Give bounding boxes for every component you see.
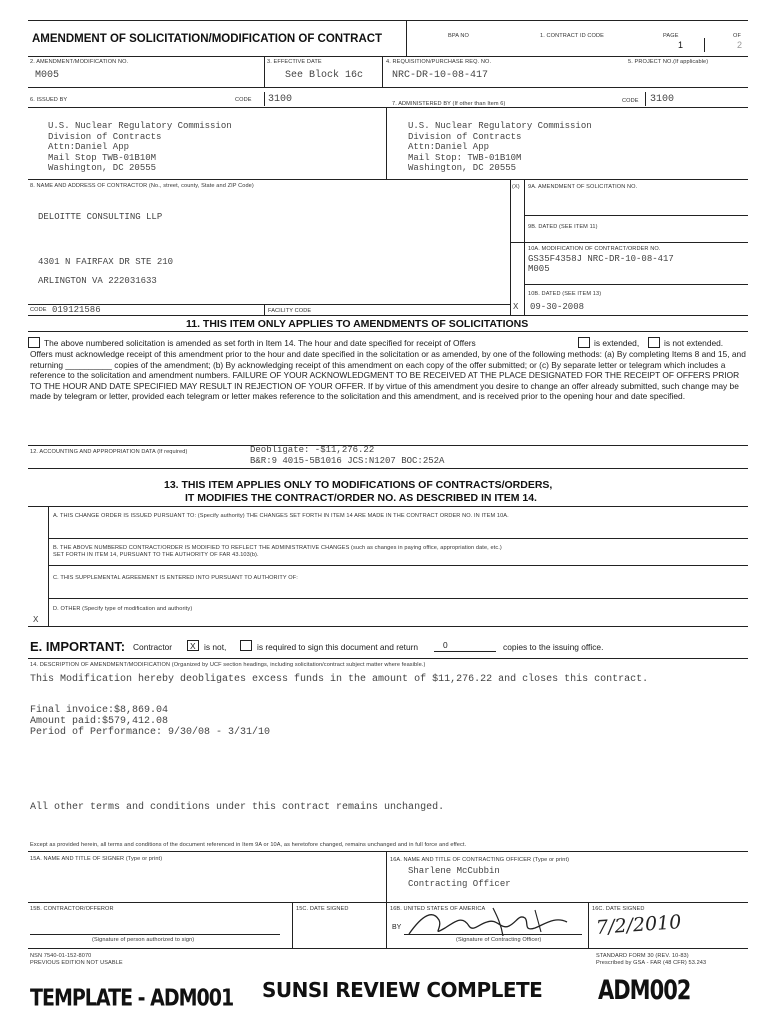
rule: [28, 445, 748, 446]
project-label: 5. PROJECT NO.(If applicable): [628, 59, 709, 65]
item13-d-x: X: [33, 615, 39, 625]
officer-signature: [405, 906, 585, 940]
form-title: AMENDMENT OF SOLICITATION/MODIFICATION OF CONTRACT: [32, 33, 383, 45]
address-line: U.S. Nuclear Regulatory Commission: [48, 121, 232, 131]
except-note: Except as provided herein, all terms and conditions of the document referenced in Item 9A or 10A, as heretofore changed, remains unchanged and in full force and effect.: [30, 842, 467, 848]
address-line: Attn:Daniel App: [408, 142, 490, 153]
issued-by-label: 6. ISSUED BY: [30, 97, 68, 103]
rule: [510, 242, 748, 243]
eff-date-label: 3. EFFECTIVE DATE: [267, 59, 322, 65]
contractor-addr2: ARLINGTON VA 222031633: [38, 276, 157, 286]
issued-code-value: 3100: [268, 94, 293, 105]
divider: [704, 38, 705, 52]
x-col-label: (X): [512, 184, 520, 190]
item13-b2: SET FORTH IN ITEM 14, PURSUANT TO THE AUTHORITY OF FAR 43.103(b).: [53, 552, 259, 558]
item10a-value: GS35F4358J NRC-DR-10-08-417: [528, 254, 674, 264]
item14-line1: This Modification hereby deobligates excess funds in the amount of $11,276.22 and closes this contract.: [30, 674, 649, 685]
adm-stamp: ADM002: [598, 975, 691, 1005]
divider: [510, 179, 511, 315]
admin-address: [408, 121, 592, 174]
issued-code-label: CODE: [235, 97, 252, 103]
officer-title: Contracting Officer: [408, 879, 511, 889]
req-no-label: 4. REQUISITION/PURCHASE REQ. NO.: [386, 59, 492, 65]
label-15c: 15C. DATE SIGNED: [296, 906, 349, 912]
item10a-label: 10A. MODIFICATION OF CONTRACT/ORDER NO.: [528, 246, 661, 252]
divider: [264, 92, 265, 106]
copies-tail: copies to the issuing office.: [503, 642, 604, 652]
address-line: Division of Contracts: [48, 131, 162, 142]
item14-line2: Final invoice:$8,869.04: [30, 705, 169, 716]
not-extended-checkbox[interactable]: [648, 337, 660, 348]
rule: [48, 598, 748, 599]
rule: [28, 331, 748, 332]
admin-code-label: CODE: [622, 98, 639, 104]
template-stamp: TEMPLATE - ADM001: [30, 985, 234, 1012]
pages-value: 2: [737, 40, 743, 50]
facility-label: FACILITY CODE: [268, 308, 312, 314]
req-no-value: NRC-DR-10-08-417: [392, 70, 489, 81]
page-value: 1: [678, 40, 684, 50]
item12-label: 12. ACCOUNTING AND APPROPRIATION DATA (If required): [30, 449, 188, 455]
item13-a: A. THIS CHANGE ORDER IS ISSUED PURSUANT TO: (Specify authority) THE CHANGES SET FORTH IN ITEM 14 ARE MADE IN THE CONTRACT ORDER NO. IN ITEM 10A.: [53, 513, 509, 519]
copies-blank: [434, 651, 496, 652]
nsn: NSN 7540-01-152-8070: [30, 953, 92, 959]
rule: [48, 565, 748, 566]
item14-label: 14. DESCRIPTION OF AMENDMENT/MODIFICATION (Organized by UCF section headings, including solicitation/contract subject matter where feasible.): [30, 662, 426, 668]
prev-edition: PREVIOUS EDITION NOT USABLE: [30, 960, 123, 966]
rule: [28, 468, 748, 469]
address-line: Washington, DC 20555: [408, 163, 517, 174]
divider: [588, 902, 589, 948]
important-label: E. IMPORTANT:: [30, 639, 126, 654]
amend-no-value: M005: [35, 70, 60, 81]
address-line: Washington, DC 20555: [48, 163, 157, 174]
address-line: Division of Contracts: [408, 131, 522, 142]
item13-title2: IT MODIFIES THE CONTRACT/ORDER NO. AS DESCRIBED IN ITEM 14.: [185, 492, 537, 504]
divider: [292, 902, 293, 948]
label-16a: 16A. NAME AND TITLE OF CONTRACTING OFFICER (Type or print): [390, 857, 570, 863]
is-not-extended: is not extended.: [664, 338, 724, 348]
address-line: U.S. Nuclear Regulatory Commission: [408, 121, 592, 131]
rule: [28, 107, 748, 108]
divider: [264, 56, 265, 87]
item13-c: C. THIS SUPPLEMENTAL AGREEMENT IS ENTERED INTO PURSUANT TO AUTHORITY OF:: [53, 575, 298, 581]
divider: [524, 179, 525, 315]
is-required-checkbox[interactable]: [240, 640, 252, 651]
by-label: BY: [392, 924, 402, 931]
signature-line-contractor: [30, 934, 280, 935]
item9b-label: 9B. DATED (SEE ITEM 11): [528, 224, 598, 230]
extended-checkbox[interactable]: [578, 337, 590, 348]
rule: [28, 87, 748, 88]
divider: [264, 304, 265, 315]
rule: [48, 538, 748, 539]
sunsi-stamp: SUNSI REVIEW COMPLETE: [262, 978, 543, 1002]
item13-title1: 13. THIS ITEM APPLIES ONLY TO MODIFICATIONS OF CONTRACTS/ORDERS,: [164, 479, 553, 491]
divider: [386, 107, 387, 179]
amend-no-label: 2. AMENDMENT/MODIFICATION NO.: [30, 59, 129, 65]
divider: [386, 851, 387, 948]
of-label: OF: [733, 33, 741, 39]
item13-b1: B. THE ABOVE NUMBERED CONTRACT/ORDER IS MODIFIED TO REFLECT THE ADMINISTRATIVE CHANGES (such as changes in paying office, appropriation date, etc.): [53, 545, 502, 551]
standard-form: STANDARD FORM 30 (REV. 10-83): [596, 953, 689, 959]
is-required-label: is required to sign this document and return: [257, 642, 419, 652]
rule: [28, 626, 748, 627]
item10a-mod: M005: [528, 264, 550, 274]
item10b-x: X: [513, 302, 519, 312]
label-15b: 15B. CONTRACTOR/OFFEROR: [30, 906, 114, 912]
label-16c: 16C. DATE SIGNED: [592, 906, 645, 912]
rule: [28, 315, 748, 316]
item11-paragraph: Offers must acknowledge receipt of this amendment prior to the hour and date specified in the solicitation or as amended, by one of the following methods: (a) By completing Items 8 and 15, and returning __________ copies of the amendment; (b) By acknowledging receipt of this amendment on each copy of the offer submitted; or (c) By separate letter or telegram which includes a reference to the solicitation and amendment numbers. FAILURE OF YOUR ACKNOWLEDGMENT TO BE RECEIVED AT THE PLACE DESIGNATED FOR THE RECEIPT OF OFFERS PRIOR TO THE HOUR AND DATE SPECIFIED MAY RESULT IN REJECTION OF YOUR OFFER. If by virtue of this amendment you desire to change an offer already submitted, such change may be made by telegram or letter, provided each telegram or letter makes reference to the solicitation and this amendment, and is received prior to the opening hour and date specified.: [30, 349, 746, 401]
contractor-word: Contractor: [133, 642, 173, 652]
is-extended: is extended,: [594, 338, 640, 348]
item14-line5: All other terms and conditions under this contract remains unchanged.: [30, 802, 445, 813]
label-16b: 16B. UNITED STATES OF AMERICA: [390, 906, 486, 912]
solicitation-checkbox[interactable]: [28, 337, 40, 348]
date-signed: 7/2/2010: [595, 911, 683, 939]
issued-address: [48, 121, 232, 174]
bpa-label: BPA NO: [448, 33, 470, 39]
rule: [524, 215, 748, 216]
contractor-label: 8. NAME AND ADDRESS OF CONTRACTOR (No., street, county, State and ZIP Code): [30, 183, 254, 189]
eff-date-value: See Block 16c: [285, 70, 364, 81]
code-label: CODE: [30, 307, 47, 313]
item11-title: 11. THIS ITEM ONLY APPLIES TO AMENDMENTS OF SOLICITATIONS: [186, 318, 529, 330]
contractor-addr1: 4301 N FAIRFAX DR STE 210: [38, 257, 174, 267]
address-line: Mail Stop TWB-01B10M: [48, 152, 157, 163]
address-line: Attn:Daniel App: [48, 142, 130, 153]
contractor-sig-label: (Signature of person authorized to sign): [92, 937, 195, 943]
rule: [28, 902, 748, 903]
rule: [28, 658, 748, 659]
item13-d: D. OTHER (Specify type of modification and authority): [53, 606, 193, 612]
rule: [524, 284, 748, 285]
code-value: 019121586: [52, 305, 101, 315]
is-not-label: is not,: [204, 642, 227, 652]
rule: [28, 179, 748, 180]
officer-name: Sharlene McCubbin: [408, 866, 500, 876]
item9a-label: 9A. AMENDMENT OF SOLICITATION NO.: [528, 184, 638, 190]
item10b-label: 10B. DATED (SEE ITEM 13): [528, 291, 602, 297]
rule: [28, 506, 748, 507]
admin-code-value: 3100: [650, 94, 675, 105]
item14-line3: Amount paid:$579,412.08: [30, 716, 169, 727]
divider: [48, 506, 49, 626]
prescribed-by: Prescribed by GSA - FAR (48 CFR) 53.243: [596, 960, 707, 966]
item10b-value: 09-30-2008: [530, 302, 585, 312]
divider: [406, 20, 407, 56]
is-not-x: X: [190, 641, 196, 651]
top-border: [28, 20, 748, 21]
contractor-name: DELOITTE CONSULTING LLP: [38, 212, 163, 222]
contract-id-code-label: 1. CONTRACT ID CODE: [540, 33, 604, 39]
page-label: PAGE: [663, 33, 679, 39]
rule: [28, 851, 748, 852]
divider: [382, 56, 383, 87]
item12-line2: B&R:9 4015-5B1016 JCS:N1207 BOC:252A: [250, 456, 445, 466]
item14-line4: Period of Performance: 9/30/08 - 3/31/10: [30, 727, 271, 738]
rule: [28, 948, 748, 949]
item12-line1: Deobligate: -$11,276.22: [250, 445, 375, 455]
address-line: Mail Stop: TWB-01B10M: [408, 152, 522, 163]
item11-line1: The above numbered solicitation is amended as set forth in Item 14. The hour and date specified for receipt of Offers: [44, 338, 476, 348]
rule: [28, 56, 748, 57]
divider: [645, 92, 646, 106]
label-15a: 15A. NAME AND TITLE OF SIGNER (Type or print): [30, 856, 163, 862]
admin-by-label: 7. ADMINISTERED BY (If other than Item 6): [392, 101, 506, 107]
copies-value: 0: [443, 640, 448, 650]
officer-sig-label: (Signature of Contracting Officer): [456, 937, 542, 943]
